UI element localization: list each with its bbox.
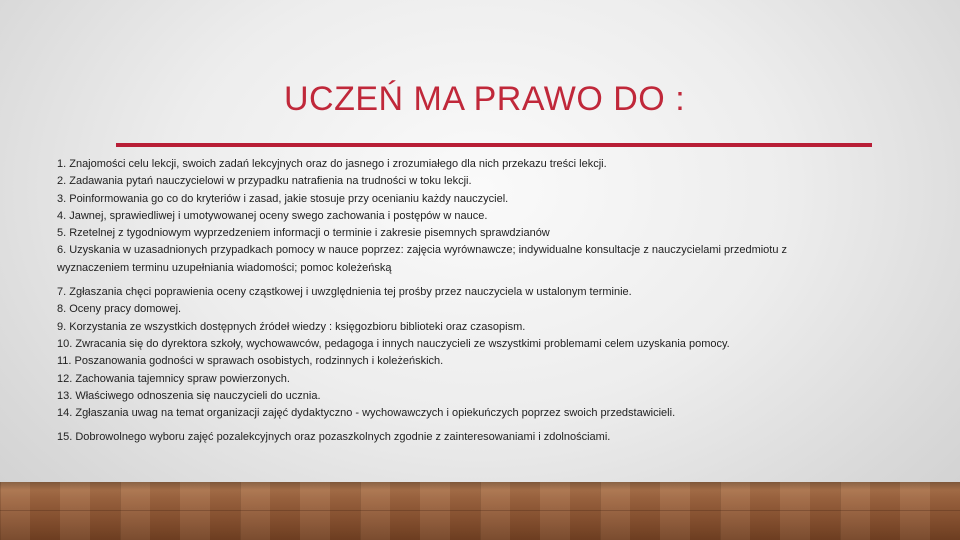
list-item: 11. Poszanowania godności w sprawach osobistych, rodzinnych i koleżeńskich. bbox=[57, 355, 444, 368]
rights-list bbox=[57, 156, 917, 447]
slide-title: UCZEŃ MA PRAWO DO : bbox=[284, 80, 686, 118]
floor-seam bbox=[0, 510, 960, 511]
list-item: 12. Zachowania tajemnicy spraw powierzonych. bbox=[57, 372, 290, 385]
list-item: 4. Jawnej, sprawiedliwej i umotywowanej oceny swego zachowania i postępów w nauce. bbox=[57, 209, 488, 222]
list-item: 8. Oceny pracy domowej. bbox=[57, 303, 182, 316]
list-item: 7. Zgłaszania chęci poprawienia oceny cząstkowej i uwzględnienia tej prośby przez nauczyciela w ustalonym terminie. bbox=[57, 286, 632, 299]
list-item: 6. Uzyskania w uzasadnionych przypadkach pomocy w nauce poprzez: zajęcia wyrównawcze; indywidualne konsultacje z nauczycielami przedmiotu z wyznaczeniem terminu uzupełniania wiadomości; pomoc koleżeńską bbox=[57, 244, 788, 274]
list-item: 2. Zadawania pytań nauczycielowi w przypadku natrafienia na trudności w toku lekcji. bbox=[57, 175, 472, 188]
paragraph-gap bbox=[57, 277, 917, 284]
list-item: 1. Znajomości celu lekcji, swoich zadań lekcyjnych oraz do jasnego i zrozumiałego dla nich przekazu treści lekcji. bbox=[57, 158, 607, 170]
list-item: 14. Zgłaszania uwag na temat organizacji zajęć dydaktyczno - wychowawczych i opiekuńczych poprzez swoich przedstawicieli. bbox=[57, 407, 676, 420]
title-underline bbox=[116, 143, 872, 147]
list-item: 3. Poinformowania go co do kryteriów i zasad, jakie stosuje przy ocenianiu każdy nauczyciel. bbox=[57, 192, 509, 205]
list-item: 5. Rzetelnej z tygodniowym wyprzedzeniem informacji o terminie i zakresie pisemnych sprawdzianów bbox=[57, 227, 550, 240]
list-item: 10. Zwracania się do dyrektora szkoły, wychowawców, pedagoga i innych nauczycieli ze wszystkimi problemami celem uzyskania pomocy. bbox=[57, 337, 730, 350]
wood-floor-decoration bbox=[0, 482, 960, 540]
paragraph-gap bbox=[57, 422, 917, 429]
list-item: 15. Dobrowolnego wyboru zajęć pozalekcyjnych oraz pozaszkolnych zgodnie z zainteresowaniami i zdolnościami. bbox=[57, 431, 611, 444]
list-item: 9. Korzystania ze wszystkich dostępnych źródeł wiedzy : księgozbioru biblioteki oraz czasopism. bbox=[57, 320, 526, 333]
list-item: 13. Właściwego odnoszenia się nauczycieli do ucznia. bbox=[57, 389, 321, 402]
